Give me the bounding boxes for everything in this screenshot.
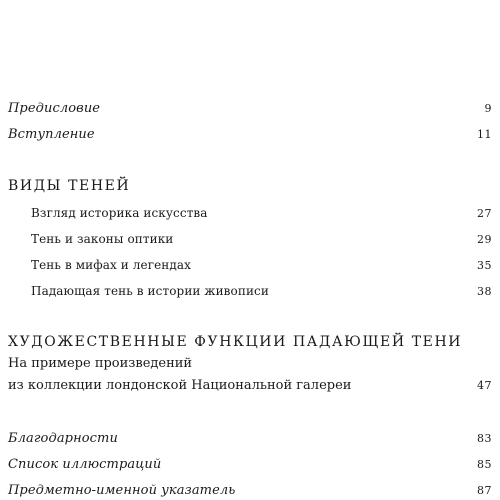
toc-entry-title: Взгляд историка искусства xyxy=(31,206,208,220)
toc-entry-page: 35 xyxy=(477,259,492,272)
toc-entry-page: 38 xyxy=(477,285,492,298)
toc-entry[interactable] xyxy=(31,258,492,272)
toc-entry-page: 85 xyxy=(477,458,492,471)
toc-entry-title: Вступление xyxy=(8,127,95,142)
toc-entry-title: Предметно-именной указатель xyxy=(8,483,236,498)
toc-entry-page: 29 xyxy=(477,233,492,246)
toc-entry-title: Список иллюстраций xyxy=(8,457,162,472)
section-heading-types-of-shadows: ВИДЫ ТЕНЕЙ xyxy=(8,178,131,194)
toc-entry-page: 87 xyxy=(477,484,492,497)
toc-entry-title: Тень в мифах и легендах xyxy=(31,258,192,272)
toc-entry-title: Благодарности xyxy=(8,431,118,446)
toc-entry-page: 83 xyxy=(477,432,492,445)
toc-entry-title: Падающая тень в истории живописи xyxy=(31,284,269,298)
section-heading-artistic-functions: ХУДОЖЕСТВЕННЫЕ ФУНКЦИИ ПАДАЮЩЕЙ ТЕНИ xyxy=(8,334,463,350)
toc-entry-acknowledgements[interactable] xyxy=(8,431,492,446)
toc-entry-page: 47 xyxy=(477,379,492,392)
toc-entry-page: 9 xyxy=(484,102,492,115)
toc-entry-preface[interactable] xyxy=(8,101,492,116)
toc-entry-index[interactable] xyxy=(8,483,492,498)
toc-entry-section2[interactable] xyxy=(8,378,492,393)
toc-entry-introduction[interactable] xyxy=(8,127,492,142)
section-subtitle-line2: из коллекции лондонской Национальной галереи xyxy=(8,378,352,393)
toc-entry-page: 27 xyxy=(477,207,492,220)
section-subtitle-line1: На примере произведений xyxy=(8,356,193,371)
toc-entry-list-of-illustrations[interactable] xyxy=(8,457,492,472)
toc-entry[interactable] xyxy=(31,232,492,246)
toc-entry-page: 11 xyxy=(477,128,492,141)
toc-entry[interactable] xyxy=(31,206,492,220)
toc-entry[interactable] xyxy=(31,284,492,298)
toc-entry-title: Предисловие xyxy=(8,101,101,116)
toc-entry-title: Тень и законы оптики xyxy=(31,232,174,246)
